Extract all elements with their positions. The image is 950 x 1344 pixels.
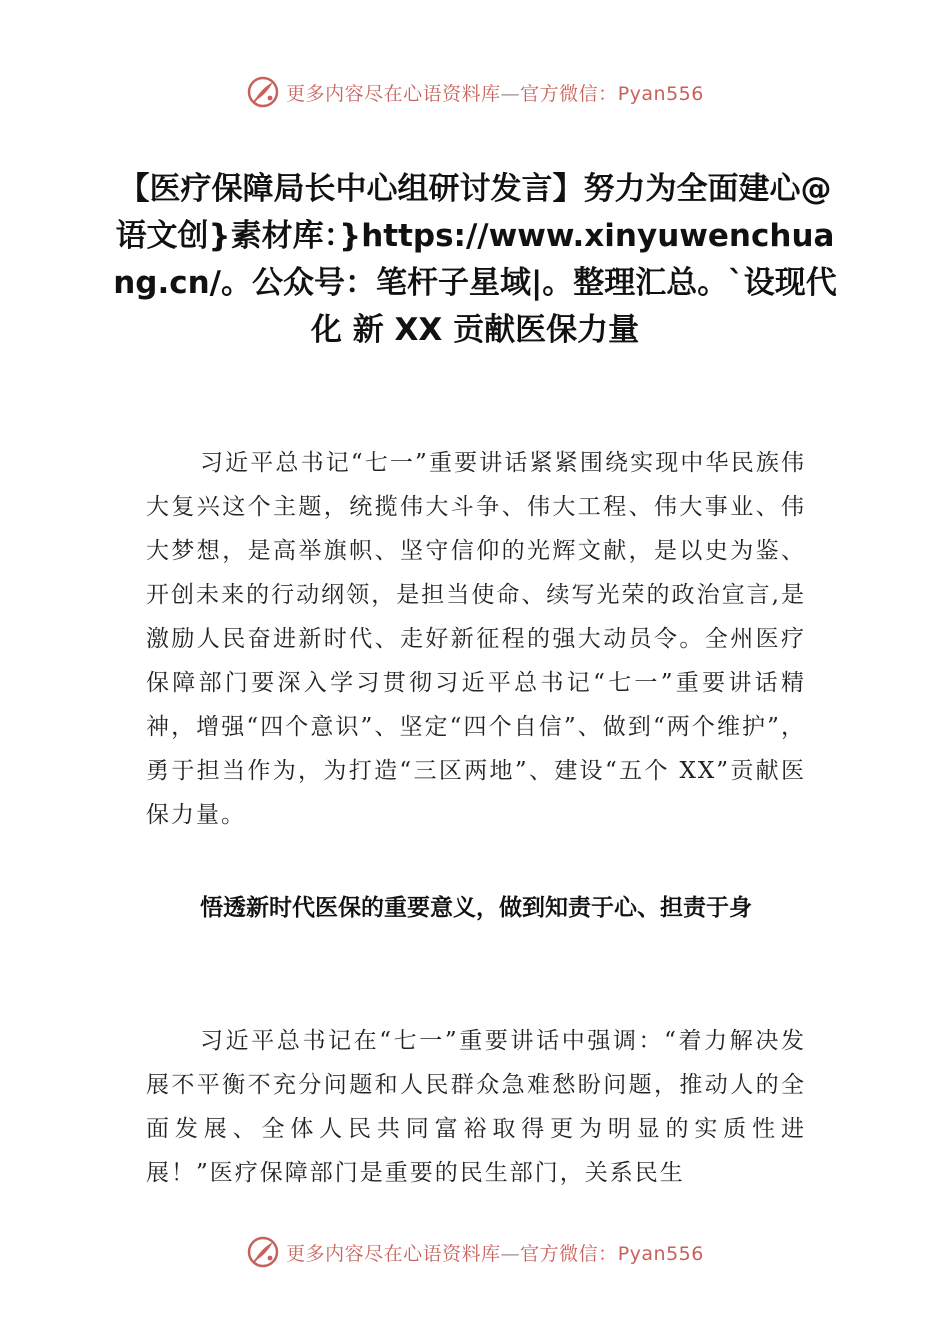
watermark-contact-label: 官方微信： bbox=[520, 1242, 618, 1265]
watermark-site-name: 更多内容尽在心语资料库 bbox=[286, 82, 501, 105]
body-paragraph-1: 习近平总书记“七一”重要讲话紧紧围绕实现中华民族伟大复兴这个主题，统揽伟大斗争、伟大工程、伟大事业、伟大梦想，是高举旗帜、坚守信仰的光辉文献，是以史为鉴、开创未来的行动纲领，是担当使命、续写光荣的政治宣言,是激励人民奋进新时代、走好新征程的强大动员令。全州医疗保障部门要深入学习贯彻习近平总书记“七一”重要讲话精神，增强“四个意识”、坚定“四个自信”、做到“两个维护”，勇于担当作为，为打造“三区两地”、建设“五个 XX”贡献医保力量。 bbox=[146, 450, 806, 828]
document-title: 【医疗保障局长中心组研讨发言】努力为全面建心@语文创}素材库：}https://www.xinyuwenchuang.cn/。公众号：笔杆子星域|。整理汇总。`设现代化 新 XX 贡献医保力量 bbox=[113, 171, 837, 348]
watermark-text bbox=[286, 79, 704, 106]
footer-watermark-banner bbox=[0, 1232, 950, 1272]
watermark-contact-id: Pyan556 bbox=[617, 82, 704, 105]
header-watermark-banner bbox=[0, 72, 950, 112]
section-subheading: 悟透新时代医保的重要意义，做到知责于心、担责于身 bbox=[200, 895, 752, 921]
body-paragraph-2: 习近平总书记在“七一”重要讲话中强调：“着力解决发展不平衡不充分问题和人民群众急难愁盼问题，推动人的全面发展、全体人民共同富裕取得更为明显的实质性进展！”医疗保障部门是重要的民生部门，关系民生 bbox=[146, 1028, 806, 1186]
watermark-contact-label: 官方微信： bbox=[520, 82, 618, 105]
watermark-text bbox=[286, 1239, 704, 1266]
watermark-contact-id: Pyan556 bbox=[617, 1242, 704, 1265]
watermark-separator: — bbox=[500, 1242, 521, 1265]
watermark-separator: — bbox=[500, 82, 521, 105]
quill-ink-logo-icon bbox=[246, 1235, 280, 1269]
watermark-site-name: 更多内容尽在心语资料库 bbox=[286, 1242, 501, 1265]
quill-ink-logo-icon bbox=[246, 75, 280, 109]
